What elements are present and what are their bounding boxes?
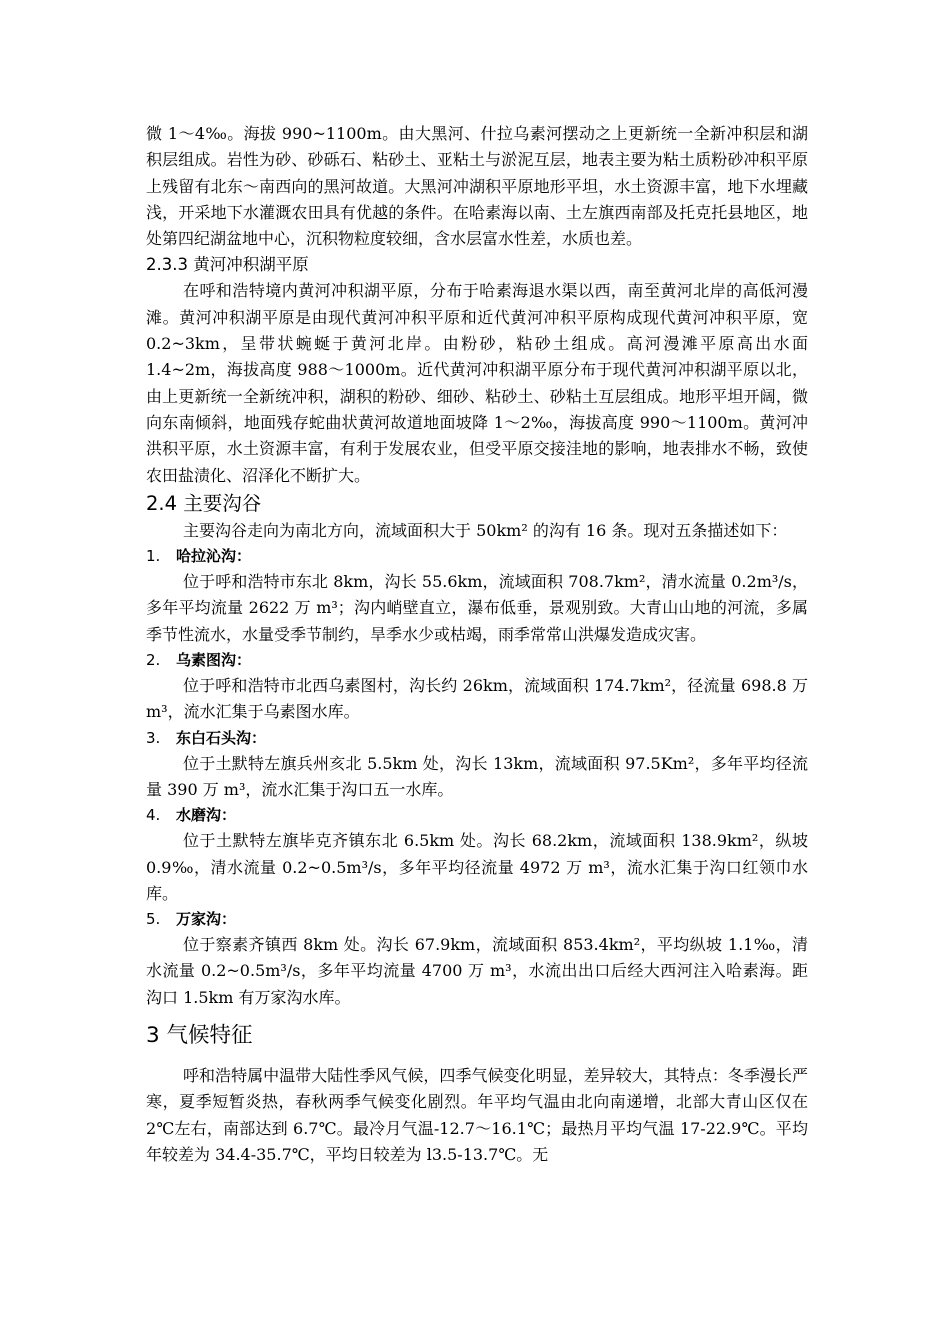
gully-item-number: 1.: [146, 547, 161, 566]
gully-item-heading: [146, 544, 808, 569]
gully-item-heading: [146, 907, 808, 932]
gully-item-number: 4.: [146, 806, 161, 825]
gully-item-number: 5.: [146, 910, 161, 929]
section-3-heading: 3 气候特征: [146, 1023, 253, 1049]
gully-item-description: 位于土默特左旗兵州亥北 5.5km 处，沟长 13km，流域面积 97.5Km²，多年平均径流量 390 万 m³，流水汇集于沟口五一水库。: [146, 753, 808, 799]
gully-item-number: 2.: [146, 651, 161, 670]
gully-item-description: 位于呼和浩特市北西乌素图村，沟长约 26km，流域面积 174.7km²，径流量 698.8 万 m³，流水汇集于乌素图水库。: [146, 676, 808, 722]
section-2-4-heading: 2.4 主要沟谷: [146, 491, 262, 515]
intro-paragraph: 微 1～4‰。海拔 990~1100m。由大黑河、什拉乌素河摆动之上更新统一全新冲积层和湖积层组成。岩性为砂、砂砾石、粘砂土、亚粘土与淤泥互层，地表主要为粘土质粉砂冲积平原上残留有北东～南西向的黑河故道。大黑河冲湖积平原地形平坦，水土资源丰富，地下水埋藏浅，开采地下水灌溉农田具有优越的条件。在哈素海以南、土左旗西南部及托克托县地区，地处第四纪湖盆地中心，沉积物粒度较细，含水层富水性差，水质也差。: [146, 124, 808, 249]
gully-item-number: 3.: [146, 728, 161, 747]
gully-item-name: 乌素图沟：: [176, 651, 252, 670]
gully-item-heading: [146, 726, 808, 751]
document-body: [146, 121, 808, 1168]
gully-item-name: 哈拉沁沟：: [176, 547, 252, 566]
gully-item-description: 位于察素齐镇西 8km 处。沟长 67.9km，流域面积 853.4km²，平均纵坡 1.1‰，清水流量 0.2~0.5m³/s，多年平均流量 4700 万 m³，水流出出口后经大西河注入哈素海。距沟口 1.5km 有万家沟水库。: [146, 935, 808, 1007]
gully-item-description: 位于土默特左旗毕克齐镇东北 6.5km 处。沟长 68.2km，流域面积 138.9km²，纵坡 0.9‰，清水流量 0.2~0.5m³/s，多年平均径流量 4972 万 m³，流水汇集于沟口红领巾水库。: [146, 831, 808, 903]
section-2-3-3-heading: 2.3.3 黄河冲积湖平原: [146, 255, 309, 275]
gully-item-name: 水磨沟：: [176, 806, 237, 825]
gully-item-description: 位于呼和浩特市东北 8km，沟长 55.6km，流域面积 708.7km²，清水流量 0.2m³/s，多年平均流量 2622 万 m³；沟内峭壁直立，瀑布低垂，景观别致。大青山山地的河流，多属季节性流水，水量受季节制约，旱季水少或枯竭，雨季常常山洪爆发造成灾害。: [146, 572, 808, 644]
gully-item-name: 东白石头沟：: [176, 728, 267, 747]
gully-item-heading: [146, 648, 808, 673]
section-3-paragraph: 呼和浩特属中温带大陆性季风气候，四季气候变化明显，差异较大，其特点：冬季漫长严寒，夏季短暂炎热，春秋两季气候变化剧烈。年平均气温由北向南递增，北部大青山区仅在 2℃左右，南部达到 6.7℃。最冷月气温-12.7～16.1℃；最热月平均气温 17-22.9℃。平均年较差为 34.4-35.7℃，平均日较差为 l3.5-13.7℃。无: [146, 1066, 808, 1164]
section-2-3-3-paragraph: 在呼和浩特境内黄河冲积湖平原，分布于哈素海退水渠以西，南至黄河北岸的高低河漫滩。黄河冲积湖平原是由现代黄河冲积平原和近代黄河冲积平原构成现代黄河冲积平原，宽 0.2~3km，呈带状蜿蜒于黄河北岸。由粉砂，粘砂土组成。高河漫滩平原高出水面 1.4~2m，海拔高度 988～1000m。近代黄河冲积湖平原分布于现代黄河冲积湖平原以北，由上更新统一全新统冲积，湖积的粉砂、细砂、粘砂土、砂粘土互层组成。地形平坦开阔，微向东南倾斜，地面残存蛇曲状黄河故道地面坡降 1～2‰，海拔高度 990～1100m。黄河冲洪积平原，水土资源丰富，有利于发展农业，但受平原交接洼地的影响，地表排水不畅，致使农田盐渍化、沼泽化不断扩大。: [146, 281, 808, 485]
gully-item-heading: [146, 803, 808, 828]
gully-item-name: 万家沟：: [176, 910, 237, 929]
section-2-4-paragraph: 主要沟谷走向为南北方向，流域面积大于 50km² 的沟有 16 条。现对五条描述如下：: [183, 520, 788, 540]
